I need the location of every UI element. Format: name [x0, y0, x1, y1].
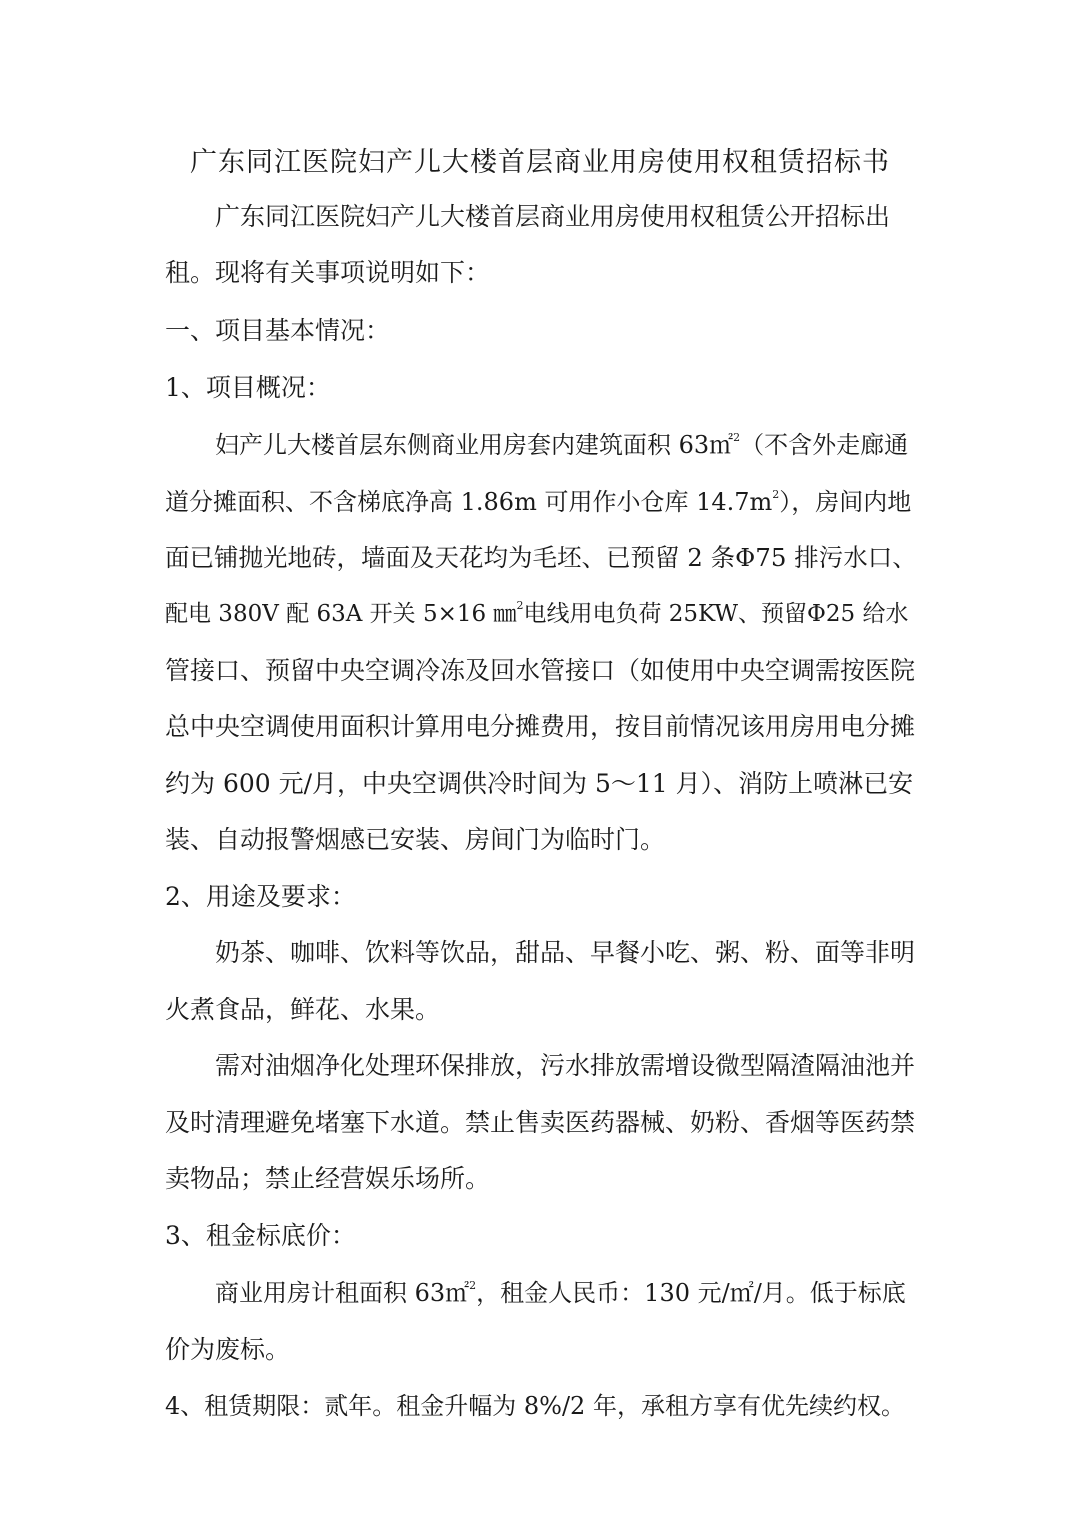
item-1-line-5: 管接口、预留中央空调冷冻及回水管接口（如使用中央空调需按医院 [165, 656, 916, 685]
item-1-line-3: 面已铺抛光地砖，墙面及天花均为毛坯、已预留 2 条Φ75 排污水口、 [165, 543, 917, 572]
item-2-heading: 2、用途及要求： [165, 882, 356, 911]
item-1-heading: 1、项目概况： [165, 373, 331, 402]
item-1-line-1: 妇产儿大楼首层东侧商业用房套内建筑面积 63㎡$^2$（不含外走廊通 [215, 431, 909, 459]
item-3-heading: 3、租金标底价： [165, 1221, 356, 1250]
item-1-line-4: 配电 380V 配 63A 开关 5×16 ㎜$^2$电线用电负荷 25KW、预留Φ25 给水 [165, 599, 909, 627]
item-1-line-2: 道分摊面积、不含梯底净高 1.86m 可用作小仓库 $14.7m^2$），房间内地 [165, 488, 912, 516]
item-2-para-1-line-2: 火煮食品，鲜花、水果。 [165, 995, 441, 1024]
document-title: 广东同江医院妇产儿大楼首层商业用房使用权租赁招标书 [190, 147, 890, 178]
item-2-para-2-line-2: 及时清理避免堵塞下水道。禁止售卖医药器械、奶粉、香烟等医药禁 [165, 1108, 916, 1137]
item-1-line-8: 装、自动报警烟感已安装、房间门为临时门。 [165, 825, 666, 854]
item-2-para-2-line-1: 需对油烟净化处理环保排放，污水排放需增设微型隔渣隔油池并 [215, 1051, 916, 1080]
item-4-line: 4、租赁期限：贰年。租金升幅为 8%/2 年，承租方享有优先续约权。 [165, 1392, 905, 1420]
item-2-para-1-line-1: 奶茶、咖啡、饮料等饮品，甜品、早餐小吃、粥、粉、面等非明 [215, 938, 916, 967]
item-3-line-1: 商业用房计租面积 63㎡$^2$，租金人民币：130 元/㎡/月。低于标底 [215, 1279, 906, 1307]
item-2-para-2-line-3: 卖物品；禁止经营娱乐场所。 [165, 1164, 491, 1193]
item-1-line-7: 约为 600 元/月，中央空调供冷时间为 5～11 月）、消防上喷淋已安 [165, 769, 914, 798]
intro-line-2: 租。现将有关事项说明如下： [165, 258, 491, 287]
item-3-line-2: 价为废标。 [165, 1335, 291, 1364]
item-1-line-6: 总中央空调使用面积计算用电分摊费用，按目前情况该用房用电分摊 [165, 712, 916, 741]
section-1-heading: 一、项目基本情况： [165, 316, 391, 345]
intro-line-1: 广东同江医院妇产儿大楼首层商业用房使用权租赁公开招标出 [215, 202, 891, 231]
